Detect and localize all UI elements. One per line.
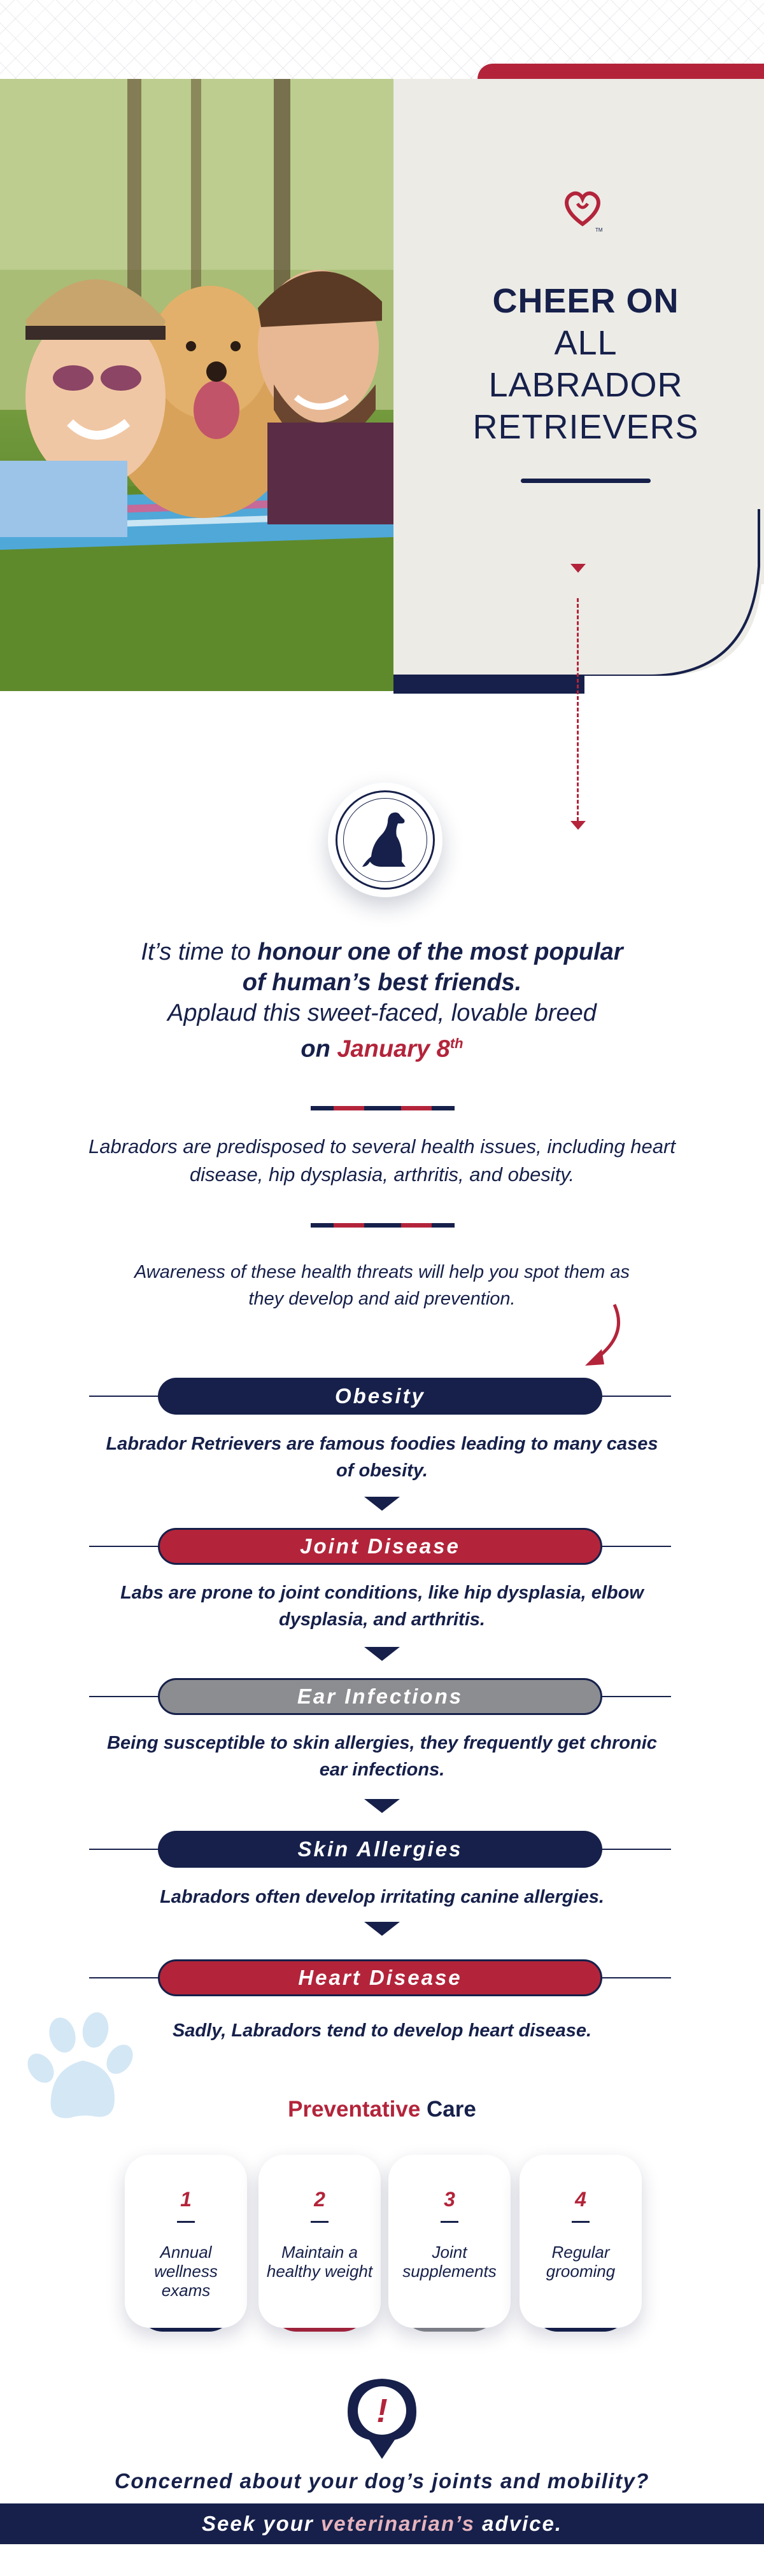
issue-text-skin-allergies: Labradors often develop irritating canine allergies. (160, 1887, 604, 1907)
care-card-2 (258, 2155, 381, 2328)
alert-symbol: ! (376, 2393, 388, 2430)
issue-text-joint-disease: Labs are prone to joint conditions, like hip dysplasia, elbow dysplasia, and arthritis. (120, 1583, 644, 1630)
footer-cta-a: Seek your (201, 2512, 321, 2535)
health-issues-paragraph: Labradors are predisposed to several health issues, including heart disease, hip dysplasia, arthritis, and obesity. (88, 1135, 676, 1186)
hero-title (407, 280, 764, 448)
hero-arrow-down-icon (570, 564, 586, 573)
intro-date-suffix: th (449, 1035, 463, 1051)
issue-pill-skin-allergies: Skin Allergies (158, 1831, 602, 1868)
issue-pill-heart-disease: Heart Disease (158, 1959, 602, 1996)
issue-arrow-down-icon (364, 1922, 400, 1936)
issue-text-heart-disease: Sadly, Labradors tend to develop heart disease. (172, 2020, 592, 2041)
curved-arrow-icon (583, 1302, 627, 1371)
brand-heart-icon (558, 185, 607, 233)
footer-cta-bar (0, 2503, 764, 2544)
hero-accent-bar (478, 64, 764, 79)
issue-arrow-down-icon (364, 1647, 400, 1661)
hero-title-line2: ALL (554, 324, 618, 362)
care-title-a: Preventative (288, 2097, 421, 2122)
issue-text-obesity: Labrador Retrievers are famous foodies leading to many cases of obesity. (106, 1434, 658, 1481)
care-card-3 (388, 2155, 511, 2328)
care-card-num: 2 (314, 2188, 325, 2211)
closing-question: Concerned about your dog’s joints and mobility? (115, 2469, 649, 2493)
intro-date: January 8 (337, 1035, 450, 1063)
care-card-label: Regular grooming (546, 2243, 616, 2281)
hero-corner-curve (393, 509, 764, 694)
care-card-4 (520, 2155, 642, 2328)
dog-badge (328, 783, 442, 897)
care-card-label: Maintain a healthy weight (266, 2243, 373, 2281)
hero-photo (0, 79, 393, 691)
intro-text-a: It’s time to (141, 939, 258, 965)
care-card-num: 4 (575, 2188, 586, 2211)
hero-title-line4: RETRIEVERS (472, 408, 699, 446)
issue-arrow-down-icon (364, 1799, 400, 1813)
brand-trademark: TM (595, 227, 603, 233)
divider-1 (311, 1106, 455, 1110)
footer-cta-c: advice. (474, 2512, 563, 2535)
intro-text-d: Applaud this sweet-faced, lovable breed (167, 1000, 597, 1026)
dashed-connector (577, 598, 579, 821)
intro-text-c: of human’s best friends. (242, 969, 522, 996)
issue-pill-joint-disease: Joint Disease (158, 1528, 602, 1565)
paw-print-icon (25, 2010, 140, 2131)
connector-arrow-down-icon (570, 821, 586, 830)
care-card-num: 1 (180, 2188, 192, 2211)
intro-text-e: on (301, 1035, 337, 1063)
issue-pill-obesity: Obesity (158, 1378, 602, 1415)
divider-2 (311, 1223, 455, 1228)
issue-text-ear-infections: Being susceptible to skin allergies, they frequently get chronic ear infections. (107, 1733, 657, 1780)
issue-pill-ear-infections: Ear Infections (158, 1678, 602, 1715)
care-title-b: Care (427, 2097, 476, 2122)
care-card-label: Annual wellness exams (154, 2243, 218, 2300)
care-card-1 (125, 2155, 247, 2328)
preventative-care-title (191, 2097, 573, 2122)
care-card-num: 3 (444, 2188, 455, 2211)
care-card-label: Joint supplements (402, 2243, 497, 2281)
alert-pin-icon (344, 2374, 420, 2463)
hero-title-line1: CHEER ON (492, 282, 679, 320)
intro-paragraph (64, 937, 700, 1065)
intro-text-b: honour one of the most popular (257, 939, 623, 965)
hero-title-line3: LABRADOR (488, 366, 683, 404)
sitting-dog-icon (358, 808, 412, 872)
hero-title-underline (521, 479, 651, 483)
footer-cta-b: veterinarian’s (320, 2512, 475, 2535)
awareness-paragraph: Awareness of these health threats will help you spot them as they develop and aid prevention. (134, 1262, 630, 1309)
issue-arrow-down-icon (364, 1497, 400, 1511)
